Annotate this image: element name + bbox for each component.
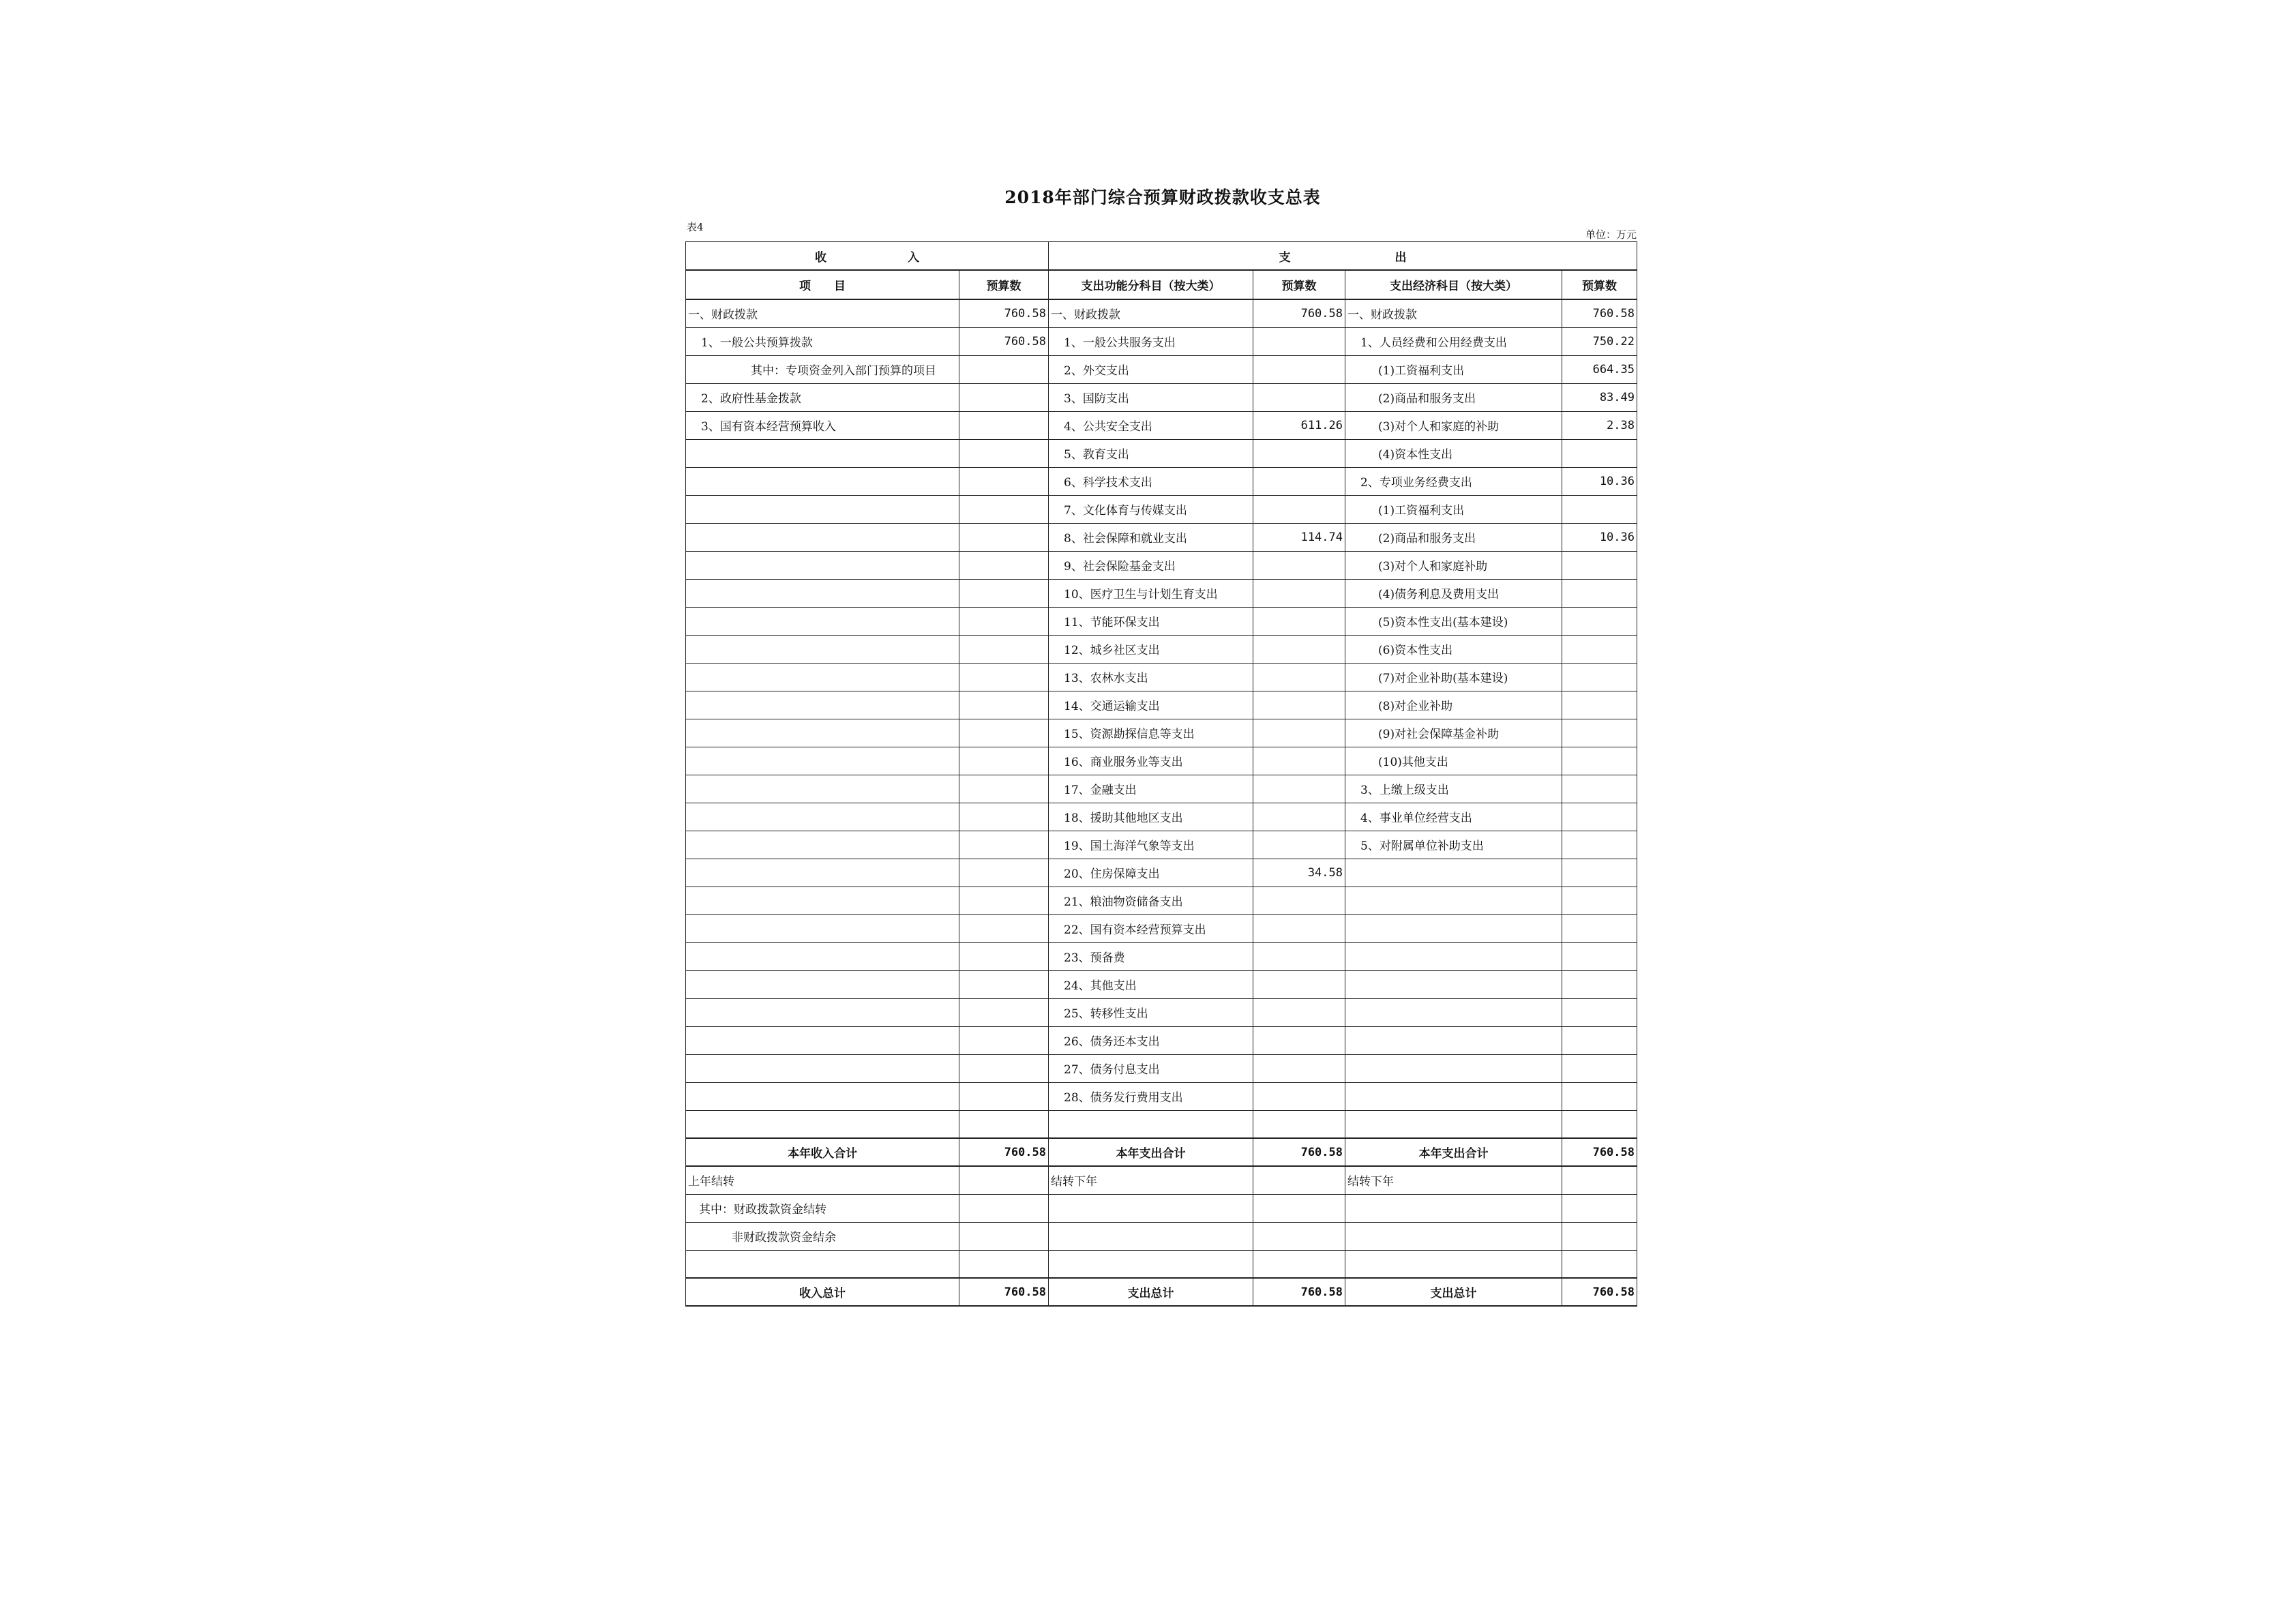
- table-row: [686, 998, 1637, 1026]
- economic-item: (9)对社会保障基金补助: [1345, 719, 1562, 747]
- economic-budget-value: 750.22: [1562, 327, 1637, 355]
- fiscal-carry-label: 其中：财政拨款资金结转: [686, 1194, 959, 1222]
- economic-item: [1345, 942, 1562, 970]
- economic-budget-value: [1562, 691, 1637, 719]
- col-header-economic: 支出经济科目（按大类）: [1345, 270, 1562, 299]
- income-item: [686, 439, 959, 467]
- economic-budget-value: [1562, 635, 1637, 663]
- economic-budget-value: [1562, 607, 1637, 635]
- grand-func-total-label: 支出总计: [1049, 1278, 1253, 1306]
- economic-budget-value: [1562, 439, 1637, 467]
- table-row: [686, 579, 1637, 607]
- table-row: [686, 663, 1637, 691]
- economic-item: (5)资本性支出(基本建设): [1345, 607, 1562, 635]
- income-item: [686, 1082, 959, 1110]
- income-item: 1、一般公共预算拨款: [686, 327, 959, 355]
- table-row: [686, 495, 1637, 523]
- economic-item: (1)工资福利支出: [1345, 355, 1562, 383]
- functional-budget-value: [1253, 691, 1345, 719]
- nonfiscal-carry-row: [686, 1222, 1637, 1250]
- functional-item: 9、社会保险基金支出: [1049, 551, 1253, 579]
- functional-item: 7、文化体育与传媒支出: [1049, 495, 1253, 523]
- economic-item: (2)商品和服务支出: [1345, 383, 1562, 411]
- functional-budget-value: [1253, 887, 1345, 914]
- year-func-total-value: 760.58: [1253, 1138, 1345, 1166]
- functional-budget-value: 611.26: [1253, 411, 1345, 439]
- income-budget-value: [959, 635, 1049, 663]
- fiscal-carry-row: [686, 1194, 1637, 1222]
- economic-budget-value: [1562, 831, 1637, 859]
- functional-item: 28、债务发行费用支出: [1049, 1082, 1253, 1110]
- economic-item: 2、专项业务经费支出: [1345, 467, 1562, 495]
- functional-item: 19、国土海洋气象等支出: [1049, 831, 1253, 859]
- income-budget-value: [959, 970, 1049, 998]
- table-row: [686, 523, 1637, 551]
- nonfiscal-balance-label: 非财政拨款资金结余: [686, 1222, 959, 1250]
- economic-item: 1、人员经费和公用经费支出: [1345, 327, 1562, 355]
- economic-item: (6)资本性支出: [1345, 635, 1562, 663]
- economic-budget-value: [1562, 914, 1637, 942]
- income-item: [686, 998, 959, 1026]
- column-header-row: [686, 270, 1637, 299]
- functional-budget-value: [1253, 579, 1345, 607]
- income-item: [686, 1054, 959, 1082]
- income-item: 3、国有资本经营预算收入: [686, 411, 959, 439]
- income-budget-value: [959, 1026, 1049, 1054]
- economic-item: (8)对企业补助: [1345, 691, 1562, 719]
- income-budget-value: [959, 942, 1049, 970]
- functional-item: 25、转移性支出: [1049, 998, 1253, 1026]
- income-item: [686, 495, 959, 523]
- section-header-row: [686, 242, 1637, 271]
- economic-item: (1)工资福利支出: [1345, 495, 1562, 523]
- income-item: [686, 579, 959, 607]
- income-budget-value: [959, 607, 1049, 635]
- functional-item: 6、科学技术支出: [1049, 467, 1253, 495]
- year-func-total-label: 本年支出合计: [1049, 1138, 1253, 1166]
- col-header-econ-budget: 预算数: [1562, 270, 1637, 299]
- functional-budget-value: [1253, 803, 1345, 831]
- functional-item: 一、财政拨款: [1049, 299, 1253, 327]
- budget-summary-table: [685, 241, 1637, 1307]
- economic-item: (4)资本性支出: [1345, 439, 1562, 467]
- income-item: [686, 719, 959, 747]
- income-budget-value: [959, 887, 1049, 914]
- economic-budget-value: 2.38: [1562, 411, 1637, 439]
- income-item: [686, 467, 959, 495]
- income-budget-value: [959, 859, 1049, 887]
- table-row: [686, 411, 1637, 439]
- income-budget-value: [959, 803, 1049, 831]
- carry-row: [686, 1166, 1637, 1194]
- functional-budget-value: [1253, 719, 1345, 747]
- economic-item: 3、上缴上级支出: [1345, 775, 1562, 803]
- grand-income-total-value: 760.58: [959, 1278, 1049, 1306]
- table-row: [686, 942, 1637, 970]
- year-income-total-value: 760.58: [959, 1138, 1049, 1166]
- table-row: [686, 914, 1637, 942]
- grand-total-row: [686, 1278, 1637, 1306]
- functional-budget-value: [1253, 383, 1345, 411]
- economic-item: 4、事业单位经营支出: [1345, 803, 1562, 831]
- functional-item: 22、国有资本经营预算支出: [1049, 914, 1253, 942]
- expense-section-header: 支 出: [1049, 242, 1637, 271]
- functional-budget-value: [1253, 327, 1345, 355]
- economic-budget-value: [1562, 579, 1637, 607]
- year-total-row: [686, 1138, 1637, 1166]
- income-budget-value: [959, 467, 1049, 495]
- income-item: [686, 887, 959, 914]
- functional-item: 5、教育支出: [1049, 439, 1253, 467]
- economic-item: [1345, 1026, 1562, 1054]
- table-row: [686, 859, 1637, 887]
- income-budget-value: [959, 691, 1049, 719]
- income-budget-value: 760.58: [959, 299, 1049, 327]
- income-item: [686, 1026, 959, 1054]
- functional-item: 16、商业服务业等支出: [1049, 747, 1253, 775]
- income-budget-value: [959, 663, 1049, 691]
- economic-budget-value: [1562, 719, 1637, 747]
- functional-budget-value: [1253, 663, 1345, 691]
- table-row: [686, 747, 1637, 775]
- economic-budget-value: 760.58: [1562, 299, 1637, 327]
- grand-econ-total-value: 760.58: [1562, 1278, 1637, 1306]
- table-number: 表4: [687, 221, 704, 233]
- col-header-functional: 支出功能分科目（按大类）: [1049, 270, 1253, 299]
- functional-budget-value: [1253, 1026, 1345, 1054]
- table-row: [686, 719, 1637, 747]
- income-budget-value: [959, 355, 1049, 383]
- income-item: [686, 914, 959, 942]
- functional-budget-value: 760.58: [1253, 299, 1345, 327]
- functional-item: 12、城乡社区支出: [1049, 635, 1253, 663]
- economic-budget-value: 83.49: [1562, 383, 1637, 411]
- functional-budget-value: [1253, 831, 1345, 859]
- income-budget-value: [959, 551, 1049, 579]
- economic-item: (2)商品和服务支出: [1345, 523, 1562, 551]
- functional-item: 8、社会保障和就业支出: [1049, 523, 1253, 551]
- functional-budget-value: 114.74: [1253, 523, 1345, 551]
- col-header-func-budget: 预算数: [1253, 270, 1345, 299]
- table-row: [686, 1026, 1637, 1054]
- income-item: [686, 970, 959, 998]
- economic-item: [1345, 887, 1562, 914]
- year-econ-total-label: 本年支出合计: [1345, 1138, 1562, 1166]
- table-row: [686, 887, 1637, 914]
- col-header-item: 项 目: [686, 270, 959, 299]
- table-row: [686, 1054, 1637, 1082]
- functional-budget-value: [1253, 495, 1345, 523]
- economic-budget-value: [1562, 1026, 1637, 1054]
- economic-item: [1345, 1054, 1562, 1082]
- functional-item: 11、节能环保支出: [1049, 607, 1253, 635]
- functional-item: 20、住房保障支出: [1049, 859, 1253, 887]
- functional-budget-value: [1253, 970, 1345, 998]
- functional-budget-value: [1253, 998, 1345, 1026]
- functional-item: 17、金融支出: [1049, 775, 1253, 803]
- functional-budget-value: [1253, 1054, 1345, 1082]
- income-budget-value: [959, 1054, 1049, 1082]
- economic-budget-value: [1562, 495, 1637, 523]
- functional-budget-value: [1253, 775, 1345, 803]
- income-budget-value: [959, 831, 1049, 859]
- income-item: [686, 663, 959, 691]
- functional-item: 14、交通运输支出: [1049, 691, 1253, 719]
- blank-row: [686, 1250, 1637, 1278]
- table-row: [686, 970, 1637, 998]
- table-row: [686, 635, 1637, 663]
- functional-item: 21、粮油物资储备支出: [1049, 887, 1253, 914]
- functional-item: 24、其他支出: [1049, 970, 1253, 998]
- table-row: [686, 327, 1637, 355]
- economic-item: (7)对企业补助(基本建设): [1345, 663, 1562, 691]
- table-row: [686, 1082, 1637, 1110]
- income-budget-value: [959, 523, 1049, 551]
- grand-func-total-value: 760.58: [1253, 1278, 1345, 1306]
- functional-budget-value: [1253, 914, 1345, 942]
- functional-item: 1、一般公共服务支出: [1049, 327, 1253, 355]
- functional-item: 27、债务付息支出: [1049, 1054, 1253, 1082]
- prev-year-carry-label: 上年结转: [686, 1166, 959, 1194]
- income-item: 其中：专项资金列入部门预算的项目: [686, 355, 959, 383]
- income-item: [686, 551, 959, 579]
- income-item: [686, 831, 959, 859]
- income-item: [686, 607, 959, 635]
- economic-budget-value: 10.36: [1562, 467, 1637, 495]
- economic-item: (4)债务利息及费用支出: [1345, 579, 1562, 607]
- economic-budget-value: [1562, 942, 1637, 970]
- income-item: [686, 942, 959, 970]
- functional-item: 23、预备费: [1049, 942, 1253, 970]
- income-budget-value: [959, 411, 1049, 439]
- functional-item: 10、医疗卫生与计划生育支出: [1049, 579, 1253, 607]
- income-budget-value: [959, 998, 1049, 1026]
- income-budget-value: [959, 775, 1049, 803]
- income-section-header: 收 入: [686, 242, 1049, 271]
- income-item: [686, 635, 959, 663]
- table-row: [686, 355, 1637, 383]
- grand-income-total-label: 收入总计: [686, 1278, 959, 1306]
- economic-budget-value: [1562, 1054, 1637, 1082]
- year-econ-total-value: 760.58: [1562, 1138, 1637, 1166]
- functional-budget-value: [1253, 607, 1345, 635]
- economic-budget-value: [1562, 775, 1637, 803]
- income-budget-value: [959, 1082, 1049, 1110]
- table-row: [686, 467, 1637, 495]
- unit-label: 单位：万元: [1585, 228, 1637, 241]
- economic-item: [1345, 998, 1562, 1026]
- economic-budget-value: [1562, 998, 1637, 1026]
- income-item: [686, 747, 959, 775]
- economic-item: [1345, 859, 1562, 887]
- year-income-total-label: 本年收入合计: [686, 1138, 959, 1166]
- page-title: 2018年部门综合预算财政拨款收支总表: [1004, 188, 1321, 207]
- economic-budget-value: 10.36: [1562, 523, 1637, 551]
- functional-item: 2、外交支出: [1049, 355, 1253, 383]
- functional-budget-value: [1253, 1082, 1345, 1110]
- economic-budget-value: [1562, 747, 1637, 775]
- income-budget-value: 760.58: [959, 327, 1049, 355]
- income-item: [686, 523, 959, 551]
- functional-item: 18、援助其他地区支出: [1049, 803, 1253, 831]
- economic-item: [1345, 970, 1562, 998]
- table-row: [686, 831, 1637, 859]
- income-item: [686, 859, 959, 887]
- functional-budget-value: [1253, 747, 1345, 775]
- economic-budget-value: [1562, 803, 1637, 831]
- table-row: [686, 691, 1637, 719]
- economic-budget-value: [1562, 887, 1637, 914]
- economic-budget-value: [1562, 970, 1637, 998]
- blank-row: [686, 1110, 1637, 1138]
- functional-item: 15、资源勘探信息等支出: [1049, 719, 1253, 747]
- economic-item: 一、财政拨款: [1345, 299, 1562, 327]
- col-header-income-budget: 预算数: [959, 270, 1049, 299]
- income-item: [686, 691, 959, 719]
- next-year-carry-func-label: 结转下年: [1049, 1166, 1253, 1194]
- next-year-carry-econ-label: 结转下年: [1345, 1166, 1562, 1194]
- functional-budget-value: [1253, 551, 1345, 579]
- table-row: [686, 803, 1637, 831]
- income-budget-value: [959, 579, 1049, 607]
- table-row: [686, 607, 1637, 635]
- table-row: [686, 299, 1637, 327]
- income-budget-value: [959, 719, 1049, 747]
- income-item: [686, 775, 959, 803]
- income-item: 一、财政拨款: [686, 299, 959, 327]
- economic-item: (10)其他支出: [1345, 747, 1562, 775]
- functional-budget-value: [1253, 635, 1345, 663]
- economic-budget-value: [1562, 859, 1637, 887]
- functional-budget-value: [1253, 467, 1345, 495]
- table-row: [686, 439, 1637, 467]
- functional-item: 26、债务还本支出: [1049, 1026, 1253, 1054]
- economic-budget-value: [1562, 1082, 1637, 1110]
- income-item: 2、政府性基金拨款: [686, 383, 959, 411]
- economic-item: (3)对个人和家庭的补助: [1345, 411, 1562, 439]
- table-row: [686, 775, 1637, 803]
- table-row: [686, 551, 1637, 579]
- economic-item: 5、对附属单位补助支出: [1345, 831, 1562, 859]
- economic-budget-value: [1562, 663, 1637, 691]
- income-budget-value: [959, 914, 1049, 942]
- grand-econ-total-label: 支出总计: [1345, 1278, 1562, 1306]
- functional-item: 4、公共安全支出: [1049, 411, 1253, 439]
- income-budget-value: [959, 383, 1049, 411]
- economic-item: [1345, 914, 1562, 942]
- functional-budget-value: 34.58: [1253, 859, 1345, 887]
- economic-item: (3)对个人和家庭补助: [1345, 551, 1562, 579]
- income-budget-value: [959, 439, 1049, 467]
- functional-item: 13、农林水支出: [1049, 663, 1253, 691]
- economic-budget-value: [1562, 551, 1637, 579]
- functional-item: 3、国防支出: [1049, 383, 1253, 411]
- income-budget-value: [959, 495, 1049, 523]
- economic-budget-value: 664.35: [1562, 355, 1637, 383]
- functional-budget-value: [1253, 355, 1345, 383]
- income-budget-value: [959, 747, 1049, 775]
- functional-budget-value: [1253, 439, 1345, 467]
- economic-item: [1345, 1082, 1562, 1110]
- functional-budget-value: [1253, 942, 1345, 970]
- income-item: [686, 803, 959, 831]
- table-row: [686, 383, 1637, 411]
